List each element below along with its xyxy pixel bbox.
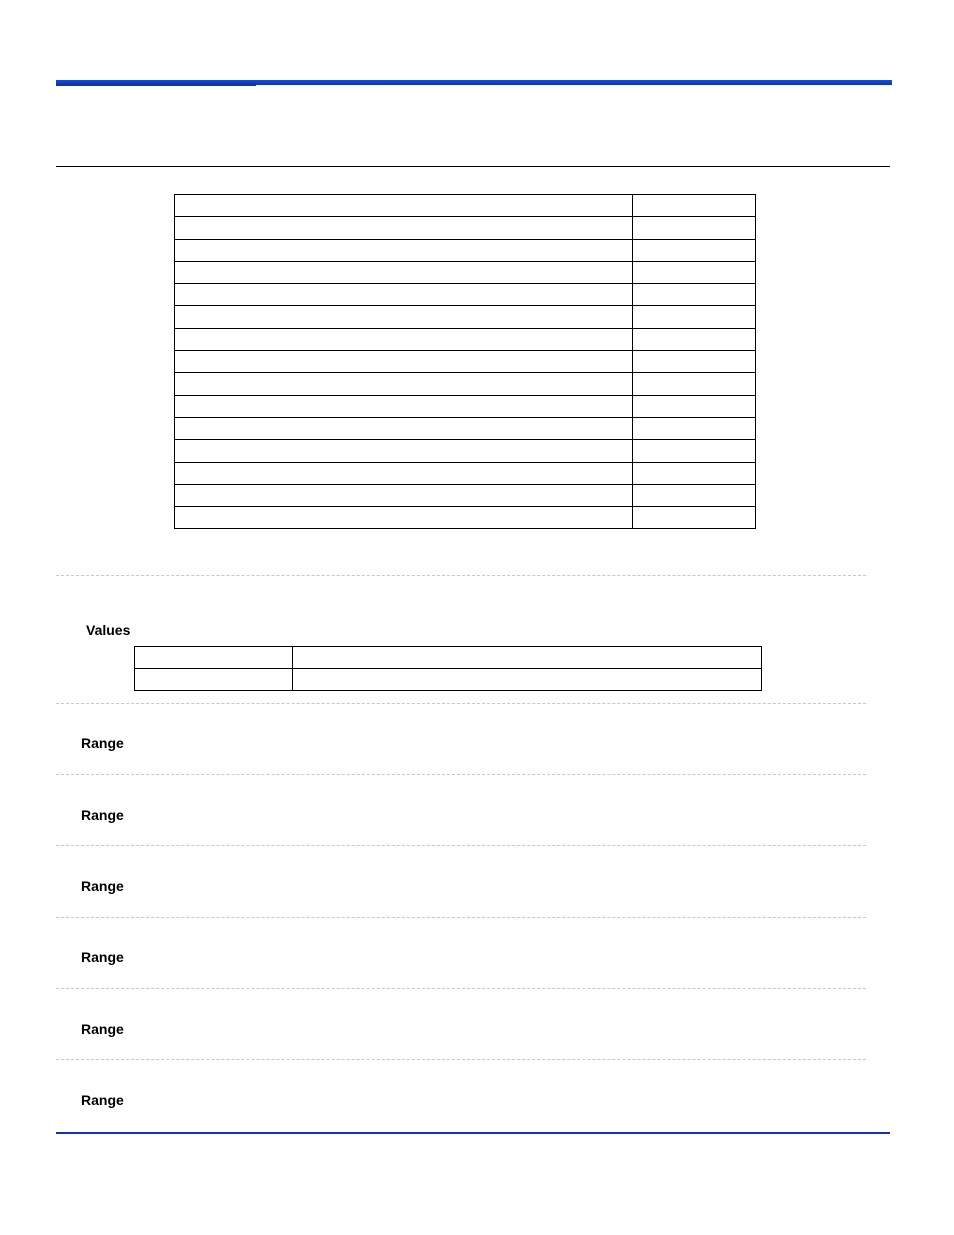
table-row xyxy=(175,261,756,283)
values-table xyxy=(134,646,762,691)
table-row xyxy=(175,306,756,328)
table-row xyxy=(175,462,756,484)
range-heading: Range xyxy=(81,1021,124,1037)
section-separator xyxy=(56,1059,866,1060)
header-divider xyxy=(56,166,890,167)
section-separator xyxy=(56,774,866,775)
range-heading: Range xyxy=(81,1092,124,1108)
table-row xyxy=(175,328,756,350)
section-separator xyxy=(56,845,866,846)
table-row xyxy=(175,417,756,439)
section-separator xyxy=(56,703,866,704)
table-row xyxy=(135,669,762,691)
table-row xyxy=(175,195,756,217)
values-heading: Values xyxy=(86,622,131,638)
section-separator xyxy=(56,988,866,989)
table-row xyxy=(135,647,762,669)
table-row xyxy=(175,484,756,506)
header-accent-rule-shadow xyxy=(56,83,256,86)
table-row xyxy=(175,373,756,395)
table-row xyxy=(175,284,756,306)
range-heading: Range xyxy=(81,735,124,751)
table-row xyxy=(175,507,756,529)
section-separator xyxy=(56,575,866,576)
table-row xyxy=(175,239,756,261)
footer-rule xyxy=(56,1132,890,1134)
range-heading: Range xyxy=(81,878,124,894)
table-row xyxy=(175,395,756,417)
range-heading: Range xyxy=(81,807,124,823)
section-separator xyxy=(56,917,866,918)
table-row xyxy=(175,351,756,373)
range-heading: Range xyxy=(81,949,124,965)
main-table xyxy=(174,194,756,529)
table-row xyxy=(175,440,756,462)
table-row xyxy=(175,217,756,239)
